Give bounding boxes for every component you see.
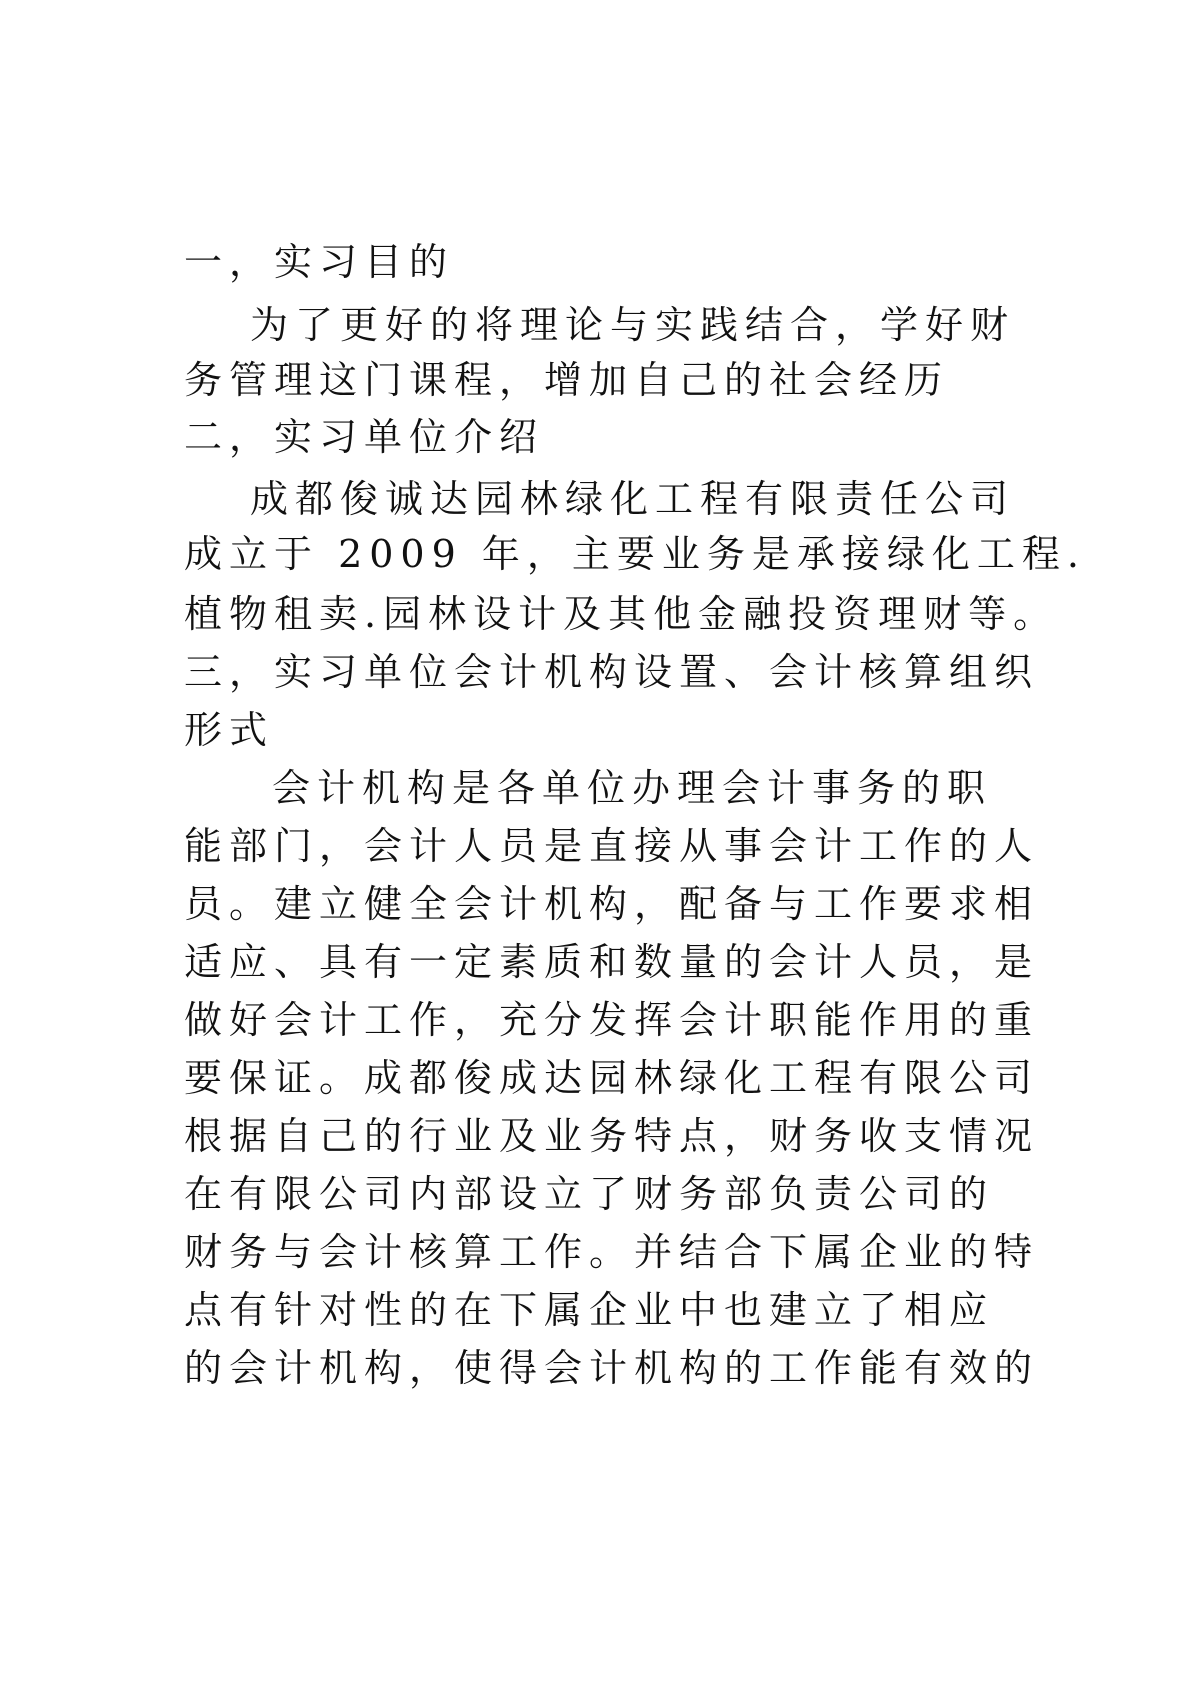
- paragraph-line: 适应、具有一定素质和数量的会计人员，是: [184, 940, 1040, 984]
- paragraph-line: 植物租卖.园林设计及其他金融投资理财等。: [184, 592, 1059, 636]
- heading-company-introduction: 二，实习单位介绍: [184, 415, 545, 459]
- paragraph-line: 做好会计工作，充分发挥会计职能作用的重: [184, 998, 1040, 1042]
- heading-accounting-structure: 三，实习单位会计机构设置、会计核算组织: [184, 650, 1040, 694]
- paragraph-line: 成立于 2009 年，主要业务是承接绿化工程.: [184, 532, 1086, 576]
- paragraph-line: 的会计机构，使得会计机构的工作能有效的: [184, 1346, 1040, 1390]
- paragraph-line: 会计机构是各单位办理会计事务的职: [272, 766, 993, 810]
- paragraph-line: 员。建立健全会计机构，配备与工作要求相: [184, 882, 1040, 926]
- paragraph-line: 财务与会计核算工作。并结合下属企业的特: [184, 1230, 1040, 1274]
- paragraph-line: 务管理这门课程，增加自己的社会经历: [184, 358, 950, 402]
- paragraph-line: 为了更好的将理论与实践结合，学好财: [250, 303, 1016, 347]
- paragraph-line: 能部门，会计人员是直接从事会计工作的人: [184, 824, 1040, 868]
- heading-accounting-structure-cont: 形式: [184, 708, 275, 752]
- paragraph-line: 成都俊诚达园林绿化工程有限责任公司: [250, 477, 1016, 521]
- heading-internship-purpose: 一，实习目的: [184, 240, 455, 284]
- paragraph-line: 要保证。成都俊成达园林绿化工程有限公司: [184, 1056, 1040, 1100]
- paragraph-line: 点有针对性的在下属企业中也建立了相应: [184, 1288, 995, 1332]
- paragraph-line: 在有限公司内部设立了财务部负责公司的: [184, 1172, 995, 1216]
- paragraph-line: 根据自己的行业及业务特点，财务收支情况: [184, 1114, 1040, 1158]
